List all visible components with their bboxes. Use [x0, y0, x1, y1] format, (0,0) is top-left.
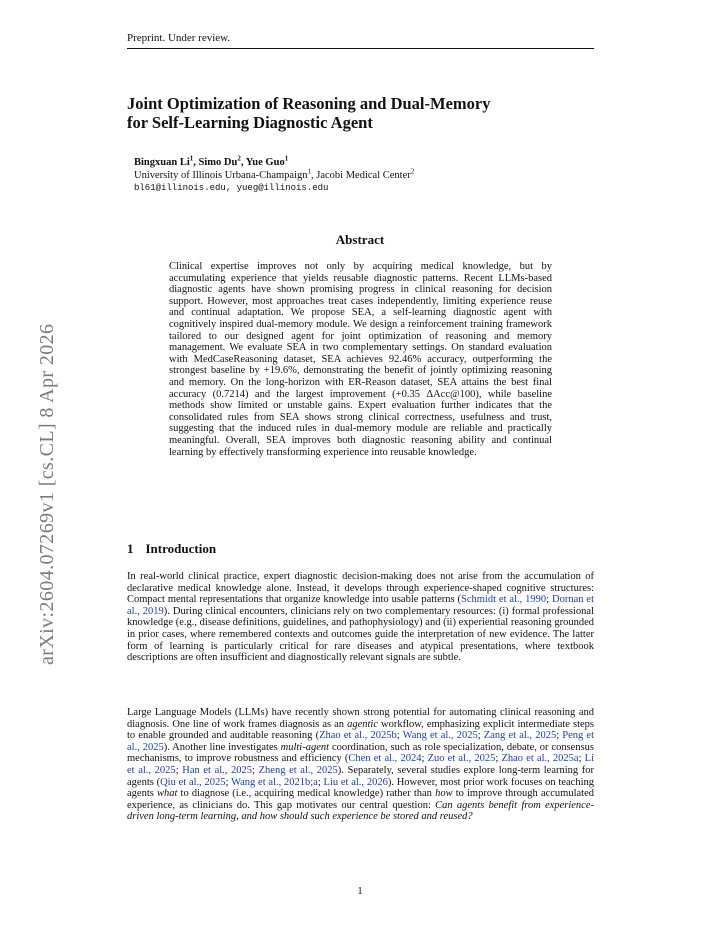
affiliation-marker: 1 — [284, 154, 289, 163]
citation-link[interactable]: Chen et al., 2024 — [348, 753, 422, 765]
citation-link[interactable]: Han et al., 2025 — [182, 764, 253, 776]
author-names: Bingxuan Li$^1$, Simo Du$^2$, Yue Guo$^1$ — [134, 154, 289, 168]
italic-text: how — [435, 788, 453, 800]
author-emails: bl61@illinois.edu, yueg@illinois.edu — [134, 183, 329, 193]
citation-link[interactable]: Liu et al., 2026 — [323, 776, 388, 788]
italic-text: agentic — [347, 718, 378, 730]
affiliation-marker: 2 — [237, 154, 241, 163]
abstract-heading: Abstract — [335, 232, 385, 247]
affiliation: University of Illinois Urbana-Champaign — [134, 169, 308, 181]
paragraph-text: ; — [477, 730, 484, 742]
paragraph-text: to improve through accumulated experience, as clinicians do. This gap motivates our central question: — [127, 788, 594, 811]
paragraph-text: In real-world clinical practice, expert diagnostic decision-making does not arise from the accumulation of declarative medical knowledge alone. Instead, it develops through experience-shaped cognitive structures: Compact mental representations that organize knowledge into usable patterns ( — [127, 571, 594, 606]
paragraph-text: Large Language Models (LLMs) have recently shown strong potential for automating clinical reasoning and diagnosis. One line of work frames diagnosis as an — [127, 707, 594, 730]
paragraph-text: ). During clinical encounters, clinicians rely on two complementary resources: (i) formal professional knowledge (e.g., disease definitions, guidelines, and pathophysiology) and (ii) experiential reasoning grounded in prior cases, where remembered contexts and outcomes guide the interpretation of new evidence. The latter form of learning is particularly critical for rare diseases and atypical presentations, where textbook descriptions are often insufficient and diagnostically relevant signals are subtle. — [127, 605, 594, 664]
citation-link[interactable]: Wang et al., 2021b;a — [231, 776, 318, 788]
citation-link[interactable]: Zuo et al., 2025 — [427, 753, 496, 765]
intro-paragraph-2 — [127, 707, 594, 823]
paragraph-text: ; — [578, 753, 585, 765]
paper-title — [127, 94, 597, 132]
abstract-text: Clinical expertise improves not only by acquiring medical knowledge, but by accumulating experience that yields reusable diagnostic patterns. Recent LLMs-based diagnostic agents have shown promising progress in clinical reasoning for decision support. However, most approaches treat cases independently, limiting experience reuse and continual adaptation. We propose SEA, a self-learning diagnostic agent with cognitively inspired dual-memory module. We design a reinforcement training framework tailored to our designed agent for joint optimization of reasoning and memory management. We evaluate SEA in two complementary settings. On standard evaluation with MedCaseReasoning dataset, SEA achieves 92.46% accuracy, outperforming the strongest baseline by +19.6%, demonstrating the benefit of jointly optimizing reasoning and memory. On the long-horizon with ER-Reason dataset, SEA attains the best final accuracy (0.7214) and the largest improvement (+0.35 ΔAcc@100), while baseline methods show limited or unstable gains. Expert evaluation further indicates that the consolidated rules from SEA shows strong clinical correctness, usefulness and trust, suggesting that the induced rules in dual-memory module are reliable and practically meaningful. Overall, SEA improves both diagnostic reasoning ability and continual learning by effectively transforming experience into reusable knowledge. — [169, 261, 552, 458]
running-header: Preprint. Under review. — [127, 32, 594, 49]
author-name: Yue Guo — [245, 157, 285, 168]
paragraph-text: ). Another line investigates — [163, 741, 281, 753]
paragraph-text: ). Separately, several studies explore long-term learning for agents ( — [127, 764, 595, 788]
paragraph-text: ; — [546, 594, 552, 606]
citation-link[interactable]: Zheng et al., 2025 — [258, 764, 338, 776]
affiliation-marker: 2 — [410, 167, 415, 175]
citation-link[interactable]: Peng et al., 2025 — [127, 730, 595, 753]
citation-link[interactable]: Zhao et al., 2025a — [501, 753, 579, 765]
section-heading — [127, 541, 216, 557]
citation-link[interactable]: Schmidt et al., 1990 — [460, 594, 547, 606]
paragraph-text: ; — [252, 764, 259, 776]
affiliation-marker: 1 — [307, 167, 312, 175]
paragraph-text: ; — [317, 776, 324, 788]
paragraph-text: workflow, emphasizing explicit intermediate steps to enable grounded and auditable reasoning ( — [127, 718, 594, 742]
page-number: 1 — [357, 885, 363, 897]
italic-text: what — [156, 788, 178, 800]
citation-link[interactable]: Wang et al., 2025 — [402, 730, 478, 742]
citation-link[interactable]: Li et al., 2025 — [127, 753, 594, 776]
section-number: 1 — [127, 541, 134, 556]
citation-link[interactable]: Qiu et al., 2025 — [160, 776, 226, 788]
affiliation-marker: 1 — [189, 154, 194, 163]
author-name: Bingxuan Li — [134, 157, 190, 168]
affiliations: University of Illinois Urbana-Champaign$^1$, Jacobi Medical Center$^2$ — [134, 167, 415, 181]
citation-link[interactable]: Dornan et al., 2019 — [127, 594, 594, 617]
paragraph-text: ; — [556, 730, 563, 742]
citation-link[interactable]: Zhao et al., 2025b — [319, 730, 397, 742]
paragraph-text: ; — [421, 753, 428, 765]
intro-paragraph-1 — [127, 571, 594, 664]
author-name: Simo Du — [198, 157, 238, 168]
section-title: Introduction — [145, 541, 217, 556]
paragraph-text: ; — [175, 764, 183, 776]
italic-text: Can agents benefit from experience-driven long-term learning, and how should such experience be stored and reused? — [127, 799, 594, 823]
citation-link[interactable]: Zang et al., 2025 — [483, 730, 557, 742]
paragraph-text: ). However, most prior work focuses on teaching agents — [127, 776, 594, 800]
italic-text: multi-agent — [280, 741, 330, 753]
title-line-2: for Self-Learning Diagnostic Agent — [127, 113, 373, 132]
paragraph-text: ; — [225, 776, 232, 788]
arxiv-stamp: arXiv:2604.07269v1 [cs.CL] 8 Apr 2026 — [36, 323, 58, 665]
paragraph-text: ; — [495, 753, 502, 765]
author-block — [134, 154, 594, 195]
paragraph-text: coordination, such as role specialization, debate, or consensus mechanisms, to improve robustness and efficiency ( — [127, 741, 594, 765]
title-line-1: Joint Optimization of Reasoning and Dual-Memory — [127, 94, 491, 113]
affiliation: Jacobi Medical Center — [316, 169, 411, 181]
paragraph-text: ; — [396, 730, 403, 742]
paragraph-text: to diagnose (i.e., acquiring medical knowledge) rather than — [177, 788, 436, 800]
